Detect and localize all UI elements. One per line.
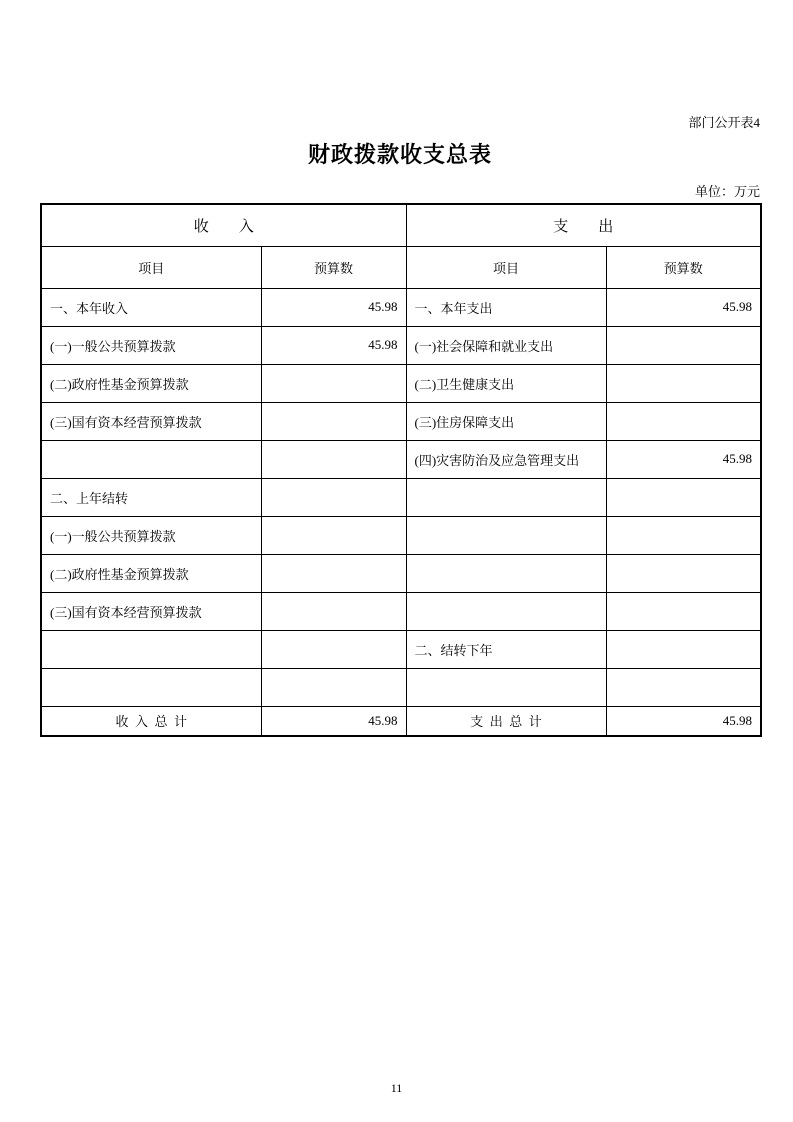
income-total-label: 收 入 总 计 <box>41 706 261 736</box>
table-group-header-row <box>41 204 761 246</box>
table-row <box>41 592 761 630</box>
income-item-cell: 二、上年结转 <box>41 478 261 516</box>
expense-value-cell <box>606 668 761 706</box>
income-total-value: 45.98 <box>261 706 406 736</box>
expense-item-cell: (三)住房保障支出 <box>406 402 606 440</box>
page-number: 11 <box>390 1081 403 1095</box>
expense-item-cell: (二)卫生健康支出 <box>406 364 606 402</box>
expense-value-cell <box>606 478 761 516</box>
expense-section-header: 支 出 <box>406 204 761 246</box>
expense-item-cell <box>406 478 606 516</box>
expense-value-cell <box>606 592 761 630</box>
income-value-cell <box>261 516 406 554</box>
income-item-cell: (一)一般公共预算拨款 <box>41 516 261 554</box>
income-value-cell: 45.98 <box>261 288 406 326</box>
expense-item-cell <box>406 516 606 554</box>
table-row <box>41 288 761 326</box>
expense-item-cell: 一、本年支出 <box>406 288 606 326</box>
income-item-cell: (一)一般公共预算拨款 <box>41 326 261 364</box>
expense-value-cell <box>606 554 761 592</box>
income-item-cell: (三)国有资本经营预算拨款 <box>41 402 261 440</box>
expense-value-cell <box>606 326 761 364</box>
income-item-cell: (三)国有资本经营预算拨款 <box>41 592 261 630</box>
expense-value-cell <box>606 364 761 402</box>
expense-value-cell: 45.98 <box>606 288 761 326</box>
table-row <box>41 402 761 440</box>
expense-budget-column-header: 预算数 <box>606 246 761 288</box>
table-row <box>41 516 761 554</box>
expense-item-cell <box>406 668 606 706</box>
income-value-cell <box>261 478 406 516</box>
unit-label: 单位：万元 <box>694 184 760 199</box>
doc-label: 部门公开表4 <box>688 115 760 130</box>
income-value-cell <box>261 668 406 706</box>
income-item-cell: (二)政府性基金预算拨款 <box>41 554 261 592</box>
expense-total-value: 45.98 <box>606 706 761 736</box>
page-title: 财政拨款收支总表 <box>307 142 492 167</box>
income-value-cell <box>261 554 406 592</box>
expense-item-cell: 二、结转下年 <box>406 630 606 668</box>
income-budget-column-header: 预算数 <box>261 246 406 288</box>
income-section-header: 收 入 <box>41 204 406 246</box>
income-item-cell <box>41 630 261 668</box>
income-item-column-header: 项目 <box>41 246 261 288</box>
income-value-cell <box>261 630 406 668</box>
income-item-cell <box>41 668 261 706</box>
income-item-cell: (二)政府性基金预算拨款 <box>41 364 261 402</box>
expense-value-cell <box>606 402 761 440</box>
income-value-cell <box>261 440 406 478</box>
income-value-cell <box>261 364 406 402</box>
income-value-cell <box>261 402 406 440</box>
expense-value-cell <box>606 516 761 554</box>
income-value-cell: 45.98 <box>261 326 406 364</box>
budget-table <box>40 203 762 737</box>
expense-item-cell <box>406 554 606 592</box>
table-column-header-row <box>41 246 761 288</box>
income-item-cell <box>41 440 261 478</box>
table-row <box>41 326 761 364</box>
expense-item-cell <box>406 592 606 630</box>
table-row <box>41 478 761 516</box>
expense-value-cell <box>606 630 761 668</box>
table-row <box>41 554 761 592</box>
table-row <box>41 440 761 478</box>
expense-value-cell: 45.98 <box>606 440 761 478</box>
table-row <box>41 668 761 706</box>
income-value-cell <box>261 592 406 630</box>
expense-item-cell: (一)社会保障和就业支出 <box>406 326 606 364</box>
table-total-row <box>41 706 761 736</box>
expense-item-cell: (四)灾害防治及应急管理支出 <box>406 440 606 478</box>
expense-total-label: 支 出 总 计 <box>406 706 606 736</box>
table-row <box>41 630 761 668</box>
expense-item-column-header: 项目 <box>406 246 606 288</box>
income-item-cell: 一、本年收入 <box>41 288 261 326</box>
table-row <box>41 364 761 402</box>
